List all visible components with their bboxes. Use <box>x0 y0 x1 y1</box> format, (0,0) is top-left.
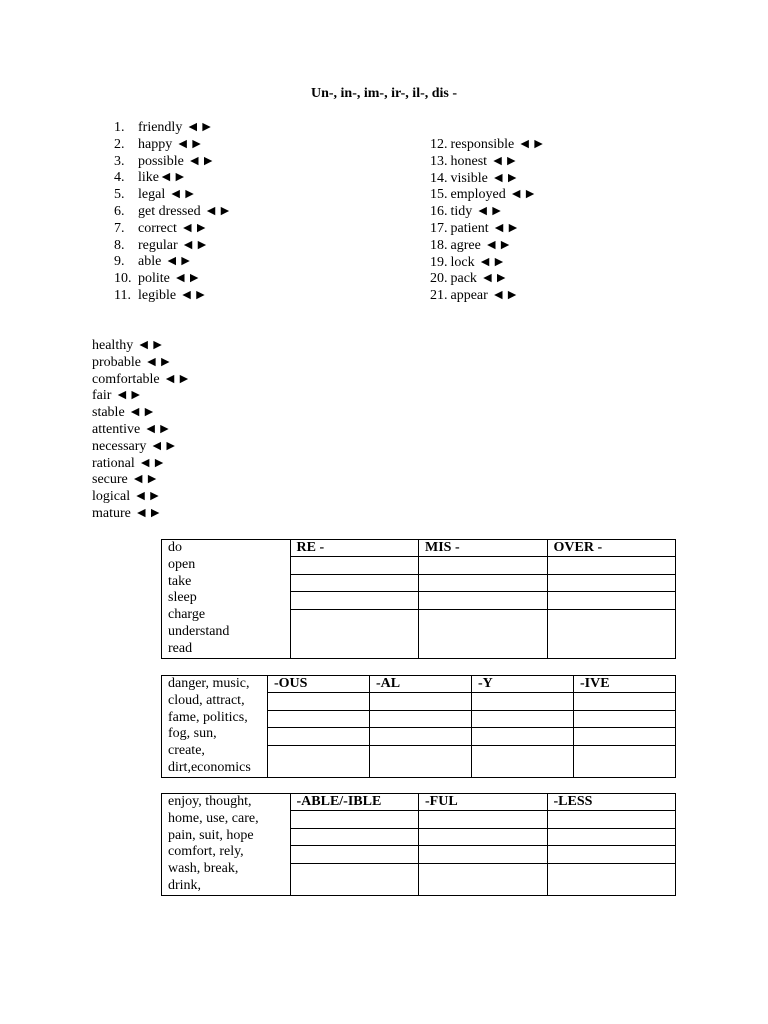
column-header: -Y <box>472 676 574 693</box>
answer-cell[interactable] <box>574 693 676 710</box>
answer-cell[interactable] <box>419 557 548 574</box>
worksheet-title: Un-, in-, im-, ir-, il-, dis - <box>310 86 458 101</box>
column-header: OVER - <box>547 540 676 557</box>
list-item <box>430 154 545 171</box>
item-word: get dressed <box>138 203 201 219</box>
arrows-icon: ◄► <box>509 187 537 203</box>
column-header: RE - <box>290 540 419 557</box>
arrows-icon: ◄► <box>179 287 208 303</box>
answer-cell[interactable] <box>268 728 370 745</box>
list-item <box>92 472 191 489</box>
arrows-icon: ◄► <box>478 254 506 270</box>
item-word: possible <box>138 153 184 169</box>
word-bank-item: wash, break, <box>168 861 239 877</box>
item-word: stable <box>92 405 125 421</box>
word-bank-item: drink, <box>168 877 202 893</box>
list-item <box>92 338 191 355</box>
arrows-icon: ◄► <box>517 137 546 152</box>
arrows-icon: ◄► <box>204 203 232 219</box>
word-bank-item: do <box>168 540 182 555</box>
item-number: 9. <box>114 254 125 270</box>
answer-cell[interactable] <box>290 863 419 895</box>
answer-cell[interactable] <box>370 710 472 727</box>
answer-cell[interactable] <box>290 846 419 863</box>
answer-cell[interactable] <box>547 863 676 895</box>
word-bank-item: home, use, care, <box>168 810 259 826</box>
answer-cell[interactable] <box>268 745 370 777</box>
word-bank-item: create, <box>168 743 205 759</box>
word-bank-item: dirt,economics <box>168 759 251 775</box>
answer-cell[interactable] <box>547 557 676 574</box>
item-word: correct <box>138 220 177 236</box>
item-word: logical <box>92 489 131 505</box>
answer-cell[interactable] <box>419 863 548 895</box>
item-word: fair <box>92 388 112 404</box>
arrows-icon: ◄► <box>138 455 166 471</box>
list-item <box>92 489 191 506</box>
arrows-icon: ◄► <box>163 371 191 387</box>
column-header: -ABLE/-IBLE <box>290 794 419 811</box>
item-word: probable <box>92 354 141 370</box>
answer-cell[interactable] <box>547 574 676 591</box>
list-item <box>92 355 191 372</box>
answer-cell[interactable] <box>547 811 676 828</box>
word-bank-cell <box>162 676 268 778</box>
arrows-icon: ◄► <box>131 472 159 488</box>
item-number: 11. <box>114 287 131 303</box>
list-item <box>92 422 191 439</box>
column-header: -AL <box>370 676 472 693</box>
arrows-icon: ◄► <box>185 120 214 135</box>
item-number: 5. <box>114 187 125 203</box>
arrows-icon: ◄► <box>181 237 209 253</box>
item-word: pack <box>450 271 477 287</box>
column-header: -OUS <box>268 676 370 693</box>
answer-cell[interactable] <box>574 745 676 777</box>
list-item <box>92 506 191 523</box>
column-header: -LESS <box>547 794 676 811</box>
arrows-icon: ◄► <box>175 136 204 152</box>
arrows-icon: ◄► <box>133 489 162 505</box>
item-word: necessary <box>92 438 147 454</box>
word-bank-item: pain, suit, hope <box>168 827 254 843</box>
item-word: tidy <box>450 204 473 220</box>
list-item <box>430 187 545 204</box>
answer-cell[interactable] <box>472 693 574 710</box>
answer-cell[interactable] <box>268 693 370 710</box>
arrows-icon: ◄► <box>143 421 172 437</box>
answer-cell[interactable] <box>370 745 472 777</box>
item-word: employed <box>450 187 506 203</box>
column-header: -IVE <box>574 676 676 693</box>
prefix-table-re-mis-over <box>161 539 676 659</box>
answer-cell[interactable] <box>419 846 548 863</box>
answer-cell[interactable] <box>419 609 548 658</box>
item-number: 3. <box>114 153 125 169</box>
suffix-table-ous-al-y-ive <box>161 675 676 778</box>
item-word: responsible <box>450 137 515 152</box>
arrows-icon: ◄► <box>490 153 519 169</box>
suffix-table-able-ful-less <box>161 793 676 896</box>
arrows-icon: ◄► <box>149 438 178 454</box>
answer-cell[interactable] <box>370 728 472 745</box>
list-item <box>114 238 232 255</box>
word-bank-item: sleep <box>168 590 197 606</box>
item-number: 14. <box>430 170 448 186</box>
arrows-icon: ◄► <box>180 220 209 236</box>
list-item <box>114 154 232 171</box>
word-bank-item: enjoy, thought, <box>168 794 252 809</box>
arrows-icon: ◄► <box>136 338 165 353</box>
item-word: patient <box>450 220 489 236</box>
arrows-icon: ◄► <box>159 170 187 186</box>
list-item <box>114 254 232 271</box>
item-word: friendly <box>138 120 183 135</box>
word-bank-item: comfort, rely, <box>168 844 244 860</box>
unnumbered-word-list <box>92 338 191 523</box>
list-item <box>92 439 191 456</box>
arrows-icon: ◄► <box>168 187 197 203</box>
word-bank-item: understand <box>168 623 230 639</box>
answer-cell[interactable] <box>290 828 419 845</box>
item-word: secure <box>92 472 128 488</box>
list-item <box>114 221 232 238</box>
answer-cell[interactable] <box>472 745 574 777</box>
list-item <box>114 120 232 137</box>
list-item <box>92 388 191 405</box>
item-word: visible <box>450 170 488 186</box>
item-word: agree <box>450 237 481 253</box>
word-bank-item: read <box>168 640 193 656</box>
list-item <box>430 255 545 272</box>
item-number: 21. <box>430 288 448 304</box>
numbered-list-left <box>114 120 232 305</box>
item-number: 15. <box>430 187 448 203</box>
list-item <box>430 271 545 288</box>
answer-cell[interactable] <box>574 710 676 727</box>
arrows-icon: ◄► <box>187 153 216 169</box>
answer-cell[interactable] <box>472 728 574 745</box>
word-bank-item: charge <box>168 607 206 623</box>
word-bank-item: fog, sun, <box>168 726 217 742</box>
item-number: 19. <box>430 254 448 270</box>
list-item <box>430 221 545 238</box>
item-word: comfortable <box>92 371 160 387</box>
item-number: 2. <box>114 136 125 152</box>
item-word: healthy <box>92 338 134 353</box>
item-number: 17. <box>430 220 448 236</box>
list-item <box>430 171 545 188</box>
item-word: legal <box>138 187 166 203</box>
word-bank-cell <box>162 794 291 896</box>
word-bank-cell <box>162 540 291 659</box>
column-header: MIS - <box>419 540 548 557</box>
list-item <box>430 238 545 255</box>
item-word: able <box>138 254 162 270</box>
answer-cell[interactable] <box>290 811 419 828</box>
item-number: 6. <box>114 203 125 219</box>
item-word: honest <box>450 153 488 169</box>
answer-cell[interactable] <box>419 828 548 845</box>
arrows-icon: ◄► <box>491 170 520 186</box>
list-item <box>430 137 545 154</box>
item-word: attentive <box>92 421 141 437</box>
item-number: 12. <box>430 137 448 152</box>
word-bank-item: cloud, attract, <box>168 692 245 708</box>
answer-cell[interactable] <box>370 693 472 710</box>
list-item <box>114 288 232 305</box>
word-bank-item: danger, music, <box>168 676 250 691</box>
item-word: mature <box>92 505 131 521</box>
item-number: 18. <box>430 237 448 253</box>
item-word: regular <box>138 237 178 253</box>
item-word: like <box>138 170 159 186</box>
item-number: 10. <box>114 271 132 287</box>
list-item <box>114 170 232 187</box>
item-word: happy <box>138 136 173 152</box>
numbered-list-right <box>430 137 545 305</box>
answer-cell[interactable] <box>472 710 574 727</box>
item-number: 1. <box>114 120 125 135</box>
answer-cell[interactable] <box>547 592 676 609</box>
answer-cell[interactable] <box>419 592 548 609</box>
arrows-icon: ◄► <box>144 354 173 370</box>
arrows-icon: ◄► <box>173 271 202 287</box>
arrows-icon: ◄► <box>114 388 143 404</box>
list-item <box>114 137 232 154</box>
item-word: legible <box>138 287 177 303</box>
arrows-icon: ◄► <box>492 220 520 236</box>
arrows-icon: ◄► <box>475 204 504 220</box>
answer-cell[interactable] <box>419 574 548 591</box>
arrows-icon: ◄► <box>480 271 509 287</box>
item-number: 7. <box>114 220 125 236</box>
list-item <box>92 456 191 473</box>
item-number: 13. <box>430 153 448 169</box>
list-item <box>114 187 232 204</box>
word-bank-item: open <box>168 556 196 572</box>
answer-cell[interactable] <box>547 828 676 845</box>
item-number: 20. <box>430 271 448 287</box>
list-item <box>92 405 191 422</box>
answer-cell[interactable] <box>290 609 419 658</box>
answer-cell[interactable] <box>547 609 676 658</box>
item-number: 8. <box>114 237 125 253</box>
answer-cell[interactable] <box>268 710 370 727</box>
answer-cell[interactable] <box>290 592 419 609</box>
item-word: polite <box>138 271 170 287</box>
word-bank-item: take <box>168 573 192 589</box>
item-number: 4. <box>114 170 125 186</box>
list-item <box>430 204 545 221</box>
answer-cell[interactable] <box>419 811 548 828</box>
item-word: lock <box>450 254 475 270</box>
answer-cell[interactable] <box>290 557 419 574</box>
arrows-icon: ◄► <box>134 505 163 521</box>
column-header: -FUL <box>419 794 548 811</box>
arrows-icon: ◄► <box>491 288 520 304</box>
answer-cell[interactable] <box>547 846 676 863</box>
list-item <box>114 271 232 288</box>
arrows-icon: ◄► <box>484 237 513 253</box>
word-bank-item: fame, politics, <box>168 709 248 725</box>
arrows-icon: ◄► <box>128 405 156 421</box>
item-word: rational <box>92 455 135 471</box>
item-word: appear <box>450 288 488 304</box>
answer-cell[interactable] <box>290 574 419 591</box>
list-item <box>92 372 191 389</box>
item-number: 16. <box>430 204 448 220</box>
list-item <box>114 204 232 221</box>
answer-cell[interactable] <box>574 728 676 745</box>
list-item <box>430 288 545 305</box>
arrows-icon: ◄► <box>164 254 193 270</box>
